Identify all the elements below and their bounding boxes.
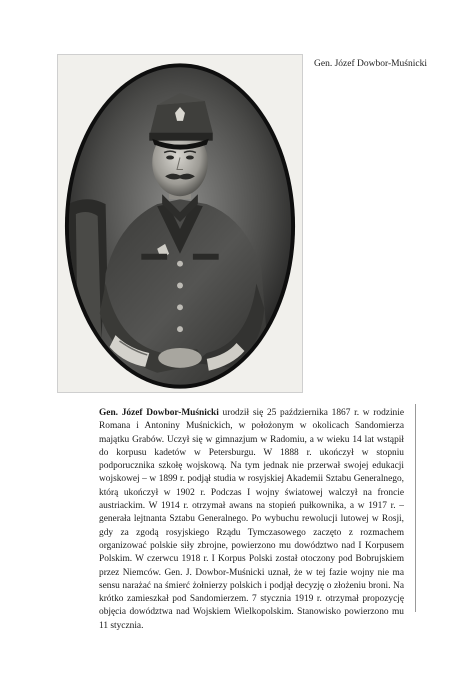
biography-name: Gen. Józef Dowbor-Muśnicki [99,408,219,418]
portrait-photo-svg [58,55,302,392]
margin-rule [415,404,416,612]
photo-caption: Gen. Józef Dowbor-Muśnicki [314,59,427,69]
portrait-photo [57,54,303,393]
biography-paragraph [99,407,404,633]
biography-text: urodził się 25 października 1867 r. w rodzinie Romana i Antoniny Muśnickich, w położonym w okolicach Sandomierza majątku Grabów. Uczył się w gimnazjum w Radomiu, a w wieku 14 lat wstąpił do korpusu kadetów w Petersburgu. W 1888 r. ukończył w stopniu podporucznika szkołę wojskową. Na tym jednak nie przerwał swojej edukacji wojskowej – w 1899 r. podjął studia w rosyjskiej Akademii Sztabu Generalnego, którą ukończył w 1902 r. Podczas I wojny światowej walczył na froncie austriackim. W 1914 r. otrzymał awans na stopień pułkownika, a w 1917 r. – generała lejtnanta Sztabu Generalnego. Po wybuchu rewolucji lutowej w Rosji, gdy za zgodą rosyjskiego Rządu Tymczasowego zaczęto z rozmachem organizować polskie siły zbrojne, powierzono mu dowództwo nad I Korpusem Polskim. W czerwcu 1918 r. I Korpus Polski został otoczony pod Bobrujskiem przez Niemców. Gen. J. Dowbor-Muśnicki uznał, że w tej fazie wojny nie ma sensu narażać na śmierć żołnierzy polskich i podjął decyzję o złożeniu broni. Na krótko zamieszkał pod Sandomierzem. 7 stycznia 1919 r. otrzymał propozycję objęcia dowództwa nad Wojskiem Wielkopolskim. Stanowisko powierzono mu 11 stycznia. [99,408,404,631]
